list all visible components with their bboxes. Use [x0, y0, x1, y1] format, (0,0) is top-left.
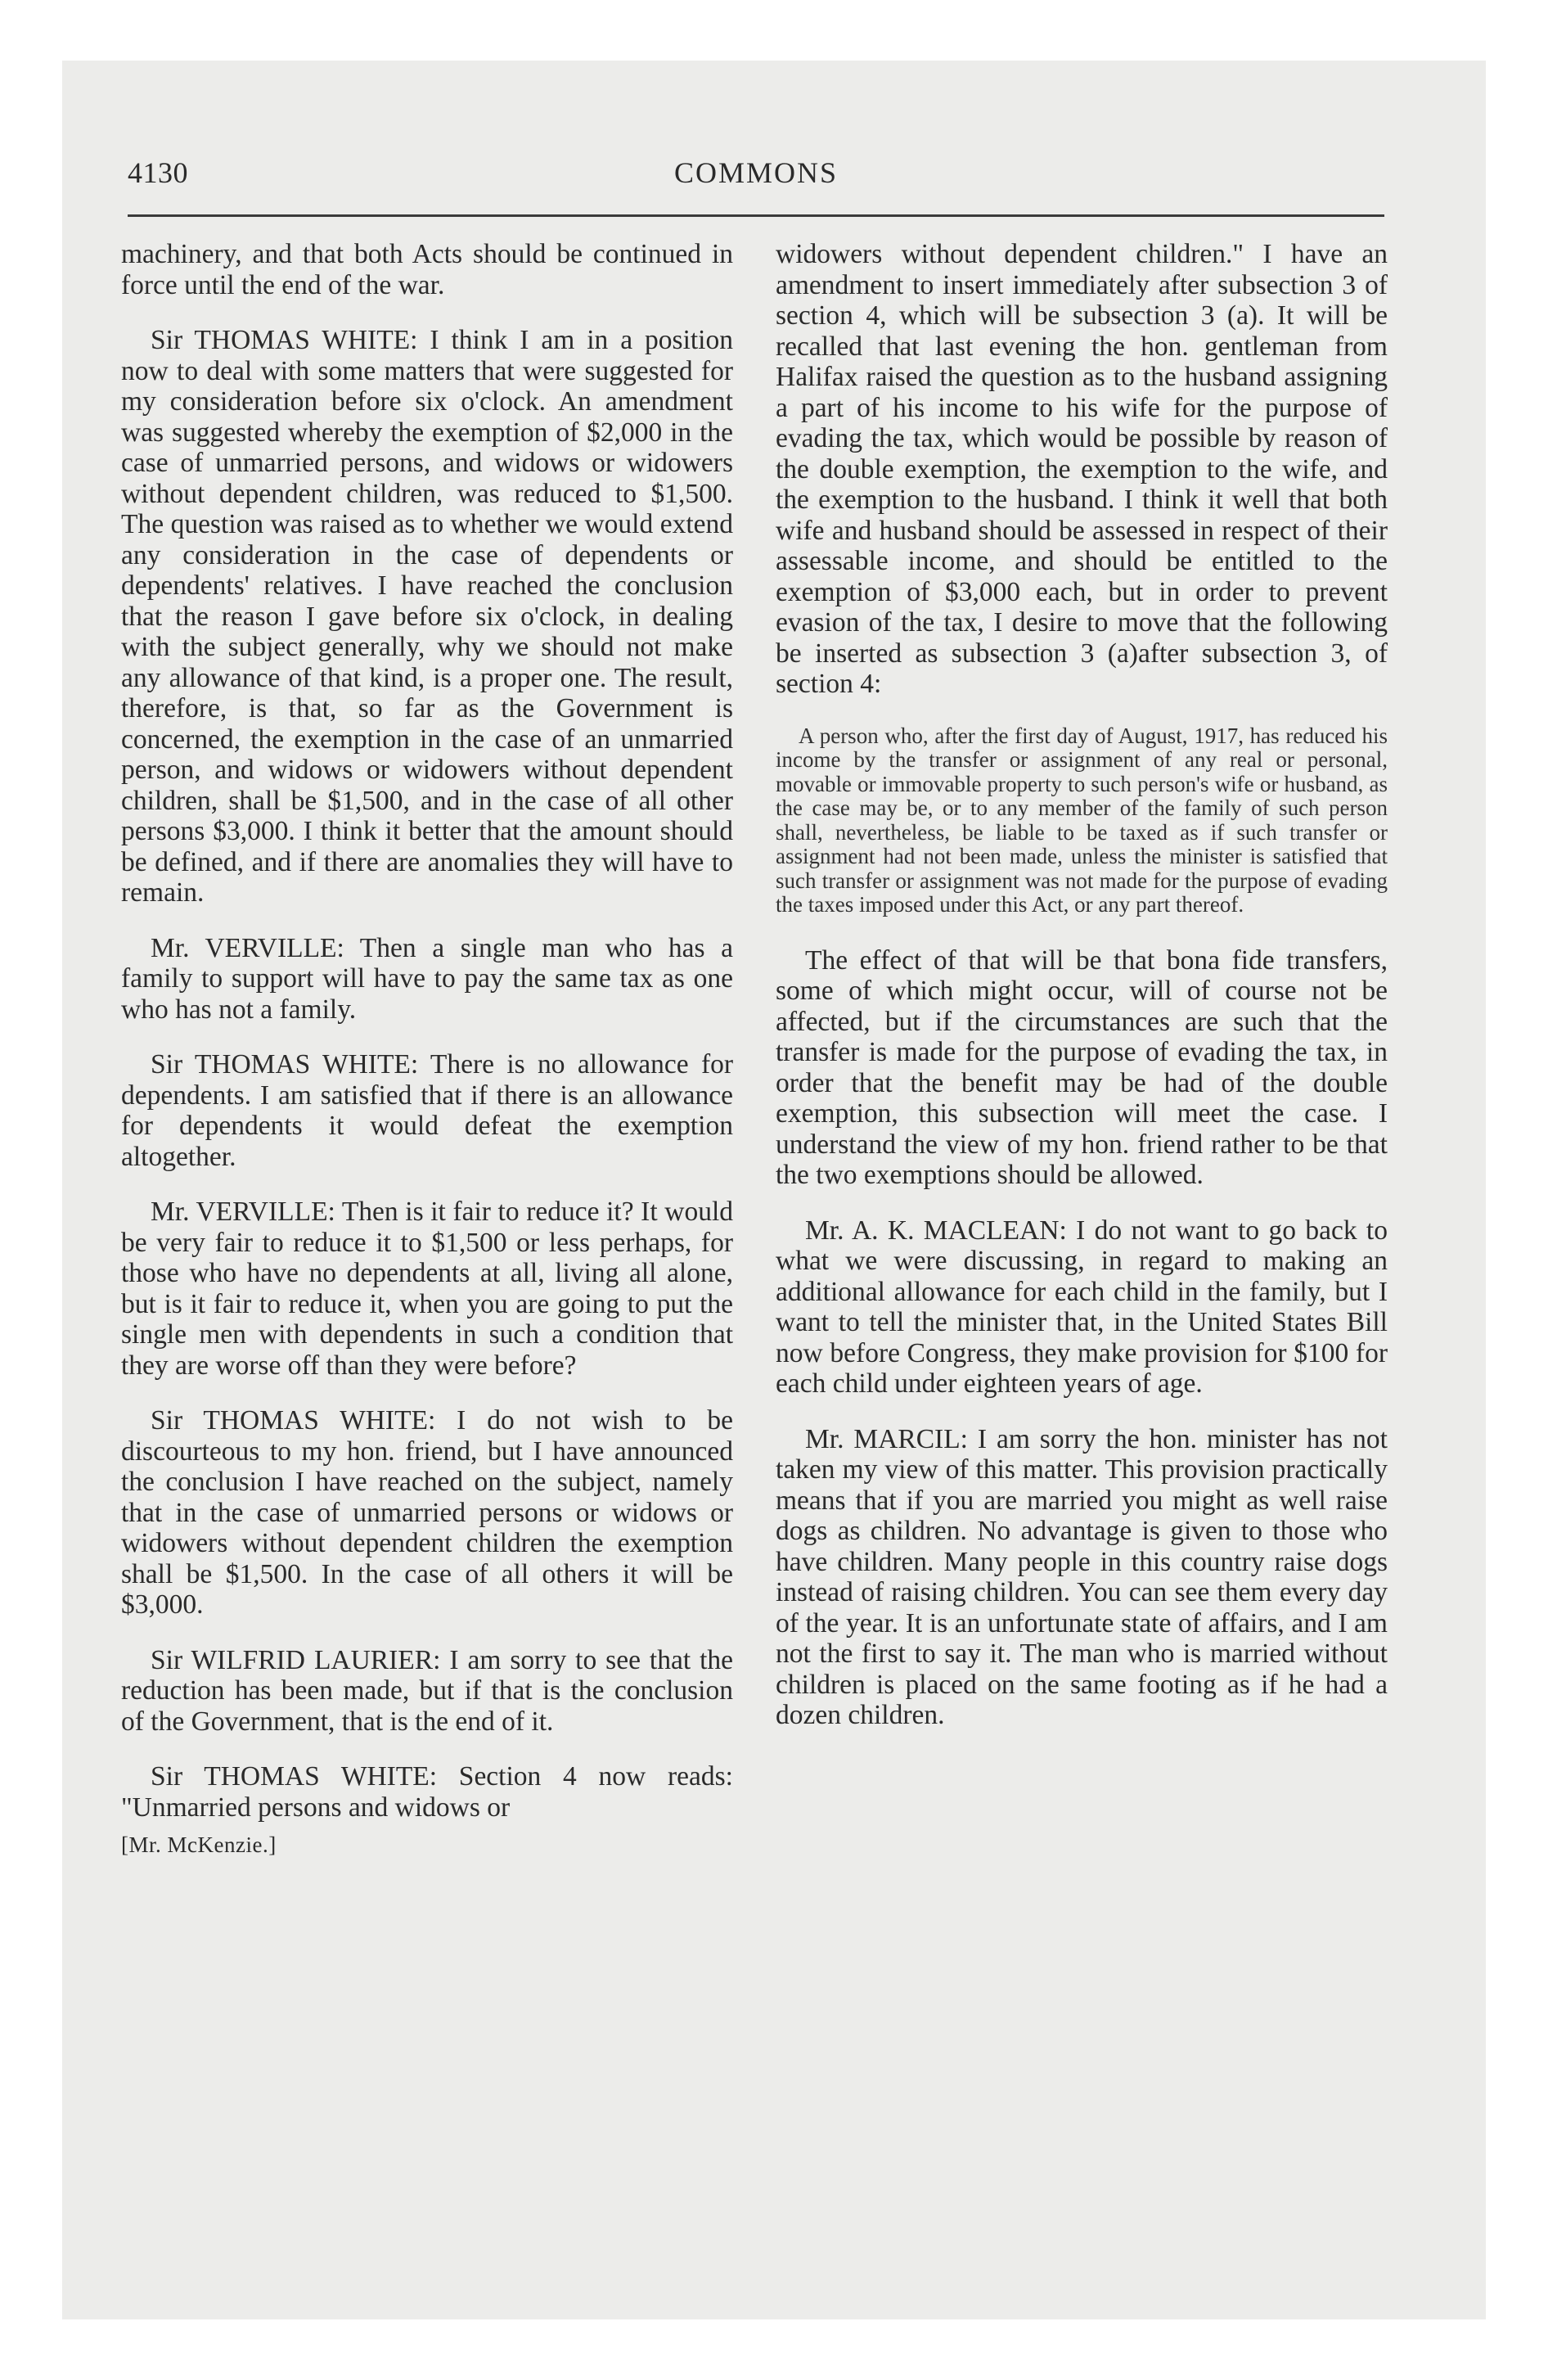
paragraph: Sir THOMAS WHITE: I think I am in a position now to deal with some matters that were suggested for my consideration before six o'clock. An amendment was suggested whereby the exemption of $2,000 in the case of unmarried persons, and widows or widowers without dependent children, was reduced to $1,500. The question was raised as to whether we would extend any consideration in the case of dependents or dependents' relatives. I have reached the conclusion that the reason I gave before six o'clock, in dealing with the subject generally, why we should not make any allowance of that kind, is a proper one. The result, therefore, is that, so far as the Government is concerned, the exemption in the case of an unmarried person, and widows or widowers without dependent children, shall be $1,500, and in the case of all other persons $3,000. I think it better that the amount should be defined, and if there are anomalies they will have to remain.: [121, 325, 733, 908]
paragraph: Sir WILFRID LAURIER: I am sorry to see that the reduction has been made, but if that is the conclusion of the Government, that is the end of it.: [121, 1644, 733, 1737]
paragraph: Mr. A. K. MACLEAN: I do not want to go back to what we were discussing, in regard to making an additional allowance for each child in the family, but I want to tell the minister that, in the United States Bill now before Congress, they make provision for $100 for each child under eighteen years of age.: [776, 1215, 1388, 1399]
paragraph: Mr. VERVILLE: Then is it fair to reduce it? It would be very fair to reduce it to $1,500 or less perhaps, for those who have no dependents at all, living all alone, but is it fair to reduce it, when you are going to put the single men with dependents in such a condition that they are worse off than they were before?: [121, 1197, 733, 1381]
page-number: 4130: [128, 156, 188, 189]
paragraph: Sir THOMAS WHITE: There is no allowance for dependents. I am satisfied that if there is an allowance for dependents it would defeat the exemption altogether.: [121, 1049, 733, 1172]
paragraph: widowers without dependent children." I have an amendment to insert immediately after subsection 3 of section 4, which will be subsection 3 (a). It will be recalled that last evening the hon. gentleman from Halifax raised the question as to the husband assigning a part of his income to his wife for the purpose of evading the tax, which would be possible by reason of the double exemption, the exemption to the wife, and the exemption to the husband. I think it well that both wife and husband should be assessed in respect of their assessable income, and should be entitled to the exemption of $3,000 each, but in order to prevent evasion of the tax, I desire to move that the following be inserted as subsection 3 (a)after subsection 3, of section 4:: [776, 239, 1388, 699]
right-column: [776, 239, 1388, 2236]
speaker-footer-reference: [Mr. McKenzie.]: [121, 1832, 277, 1857]
paragraph: Mr. MARCIL: I am sorry the hon. minister has not taken my view of this matter. This provision practically means that if you are married you might as well raise dogs as children. No advantage is given to those who have children. Many people in this country raise dogs instead of raising children. You can see them every day of the year. It is an unfortunate state of affairs, and I am not the first to say it. The man who is married without children is placed on the same footing as if he had a dozen children.: [776, 1423, 1388, 1730]
paragraph: Sir THOMAS WHITE: I do not wish to be discourteous to my hon. friend, but I have announced the conclusion I have reached on the subject, namely that in the case of unmarried persons or widows or widowers without dependent children the exemption shall be $1,500. In the case of all others it will be $3,000.: [121, 1405, 733, 1620]
page-header: [128, 156, 1384, 201]
paragraph: Sir THOMAS WHITE: Section 4 now reads: "Unmarried persons and widows or: [121, 1761, 733, 1823]
paragraph: The effect of that will be that bona fide transfers, some of which might occur, will of course not be affected, but if the circumstances are such that the transfer is made for the purpose of evading the tax, in order that the benefit may be had of the double exemption, this subsection will meet the case. I understand the view of my hon. friend rather to be that the two exemptions should be allowed.: [776, 944, 1388, 1190]
header-rule: [128, 214, 1384, 217]
paragraph: machinery, and that both Acts should be continued in force until the end of the war.: [121, 239, 733, 300]
left-column: [121, 239, 733, 2236]
paragraph: Mr. VERVILLE: Then a single man who has a family to support will have to pay the same tax as one who has not a family.: [121, 932, 733, 1025]
quoted-amendment: A person who, after the first day of August, 1917, has reduced his income by the transfer or assignment of any real or personal, movable or immovable property to such person's wife or husband, as the case may be, or to any member of the family of such person shall, nevertheless, be liable to be taxed as if such transfer or assignment had not been made, unless the minister is satisfied that such transfer or assignment was not made for the purpose of evading the taxes imposed under this Act, or any part thereof.: [776, 723, 1388, 917]
running-head: COMMONS: [673, 156, 839, 189]
